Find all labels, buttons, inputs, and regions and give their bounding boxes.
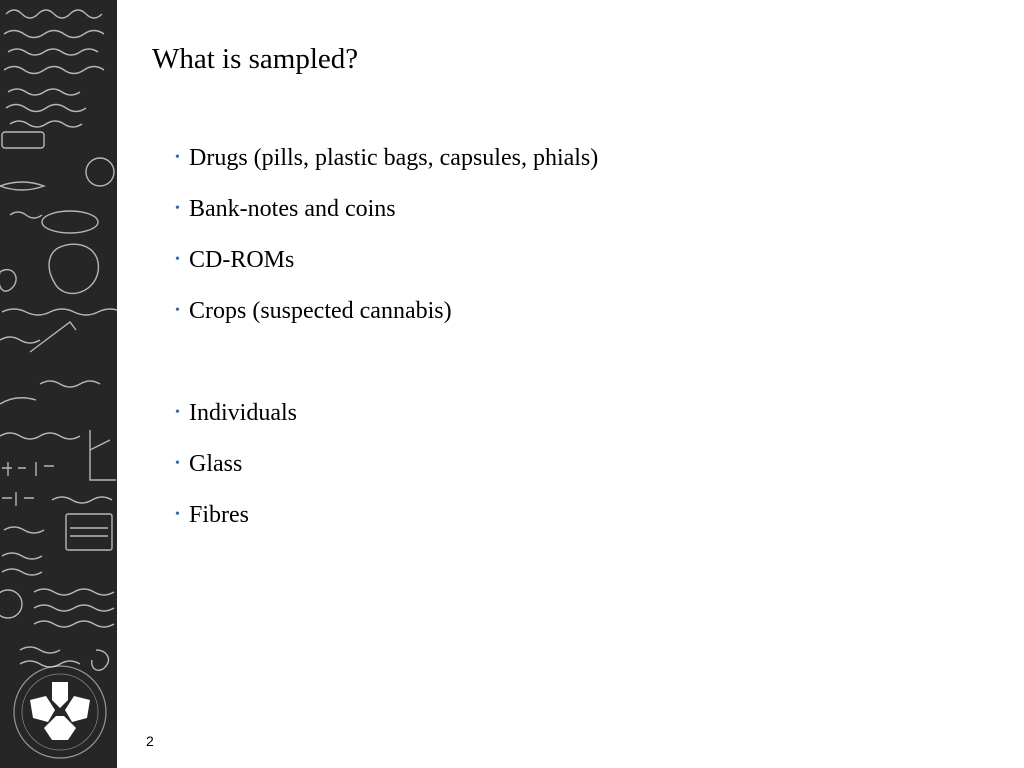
- bullet-item: [175, 294, 598, 396]
- bullet-dot-icon: •: [175, 456, 180, 471]
- bullet-text: Fibres: [189, 502, 249, 528]
- bullet-list: [175, 141, 598, 549]
- bullet-text: Individuals: [189, 400, 297, 426]
- page-number: 2: [146, 733, 154, 749]
- bullet-dot-icon: •: [175, 201, 180, 216]
- bullet-dot-icon: •: [175, 252, 180, 267]
- university-seal-icon: [14, 666, 106, 758]
- bullet-text: Crops (suspected cannabis): [189, 298, 452, 324]
- slide-title: What is sampled?: [152, 43, 359, 75]
- chalkboard-texture: [0, 0, 117, 768]
- bullet-dot-icon: •: [175, 303, 180, 318]
- bullet-item: [175, 192, 598, 243]
- bullet-text: Bank-notes and coins: [189, 196, 396, 222]
- bullet-item: [175, 447, 598, 498]
- bullet-dot-icon: •: [175, 507, 180, 522]
- bullet-dot-icon: •: [175, 405, 180, 420]
- bullet-text: Drugs (pills, plastic bags, capsules, phials): [189, 145, 599, 171]
- bullet-text: CD-ROMs: [189, 247, 295, 273]
- bullet-text: Glass: [189, 451, 243, 477]
- chalkboard-sidebar: [0, 0, 117, 768]
- bullet-item: [175, 141, 598, 192]
- bullet-item: [175, 243, 598, 294]
- bullet-dot-icon: •: [175, 150, 180, 165]
- bullet-item: [175, 396, 598, 447]
- bullet-item: [175, 498, 598, 549]
